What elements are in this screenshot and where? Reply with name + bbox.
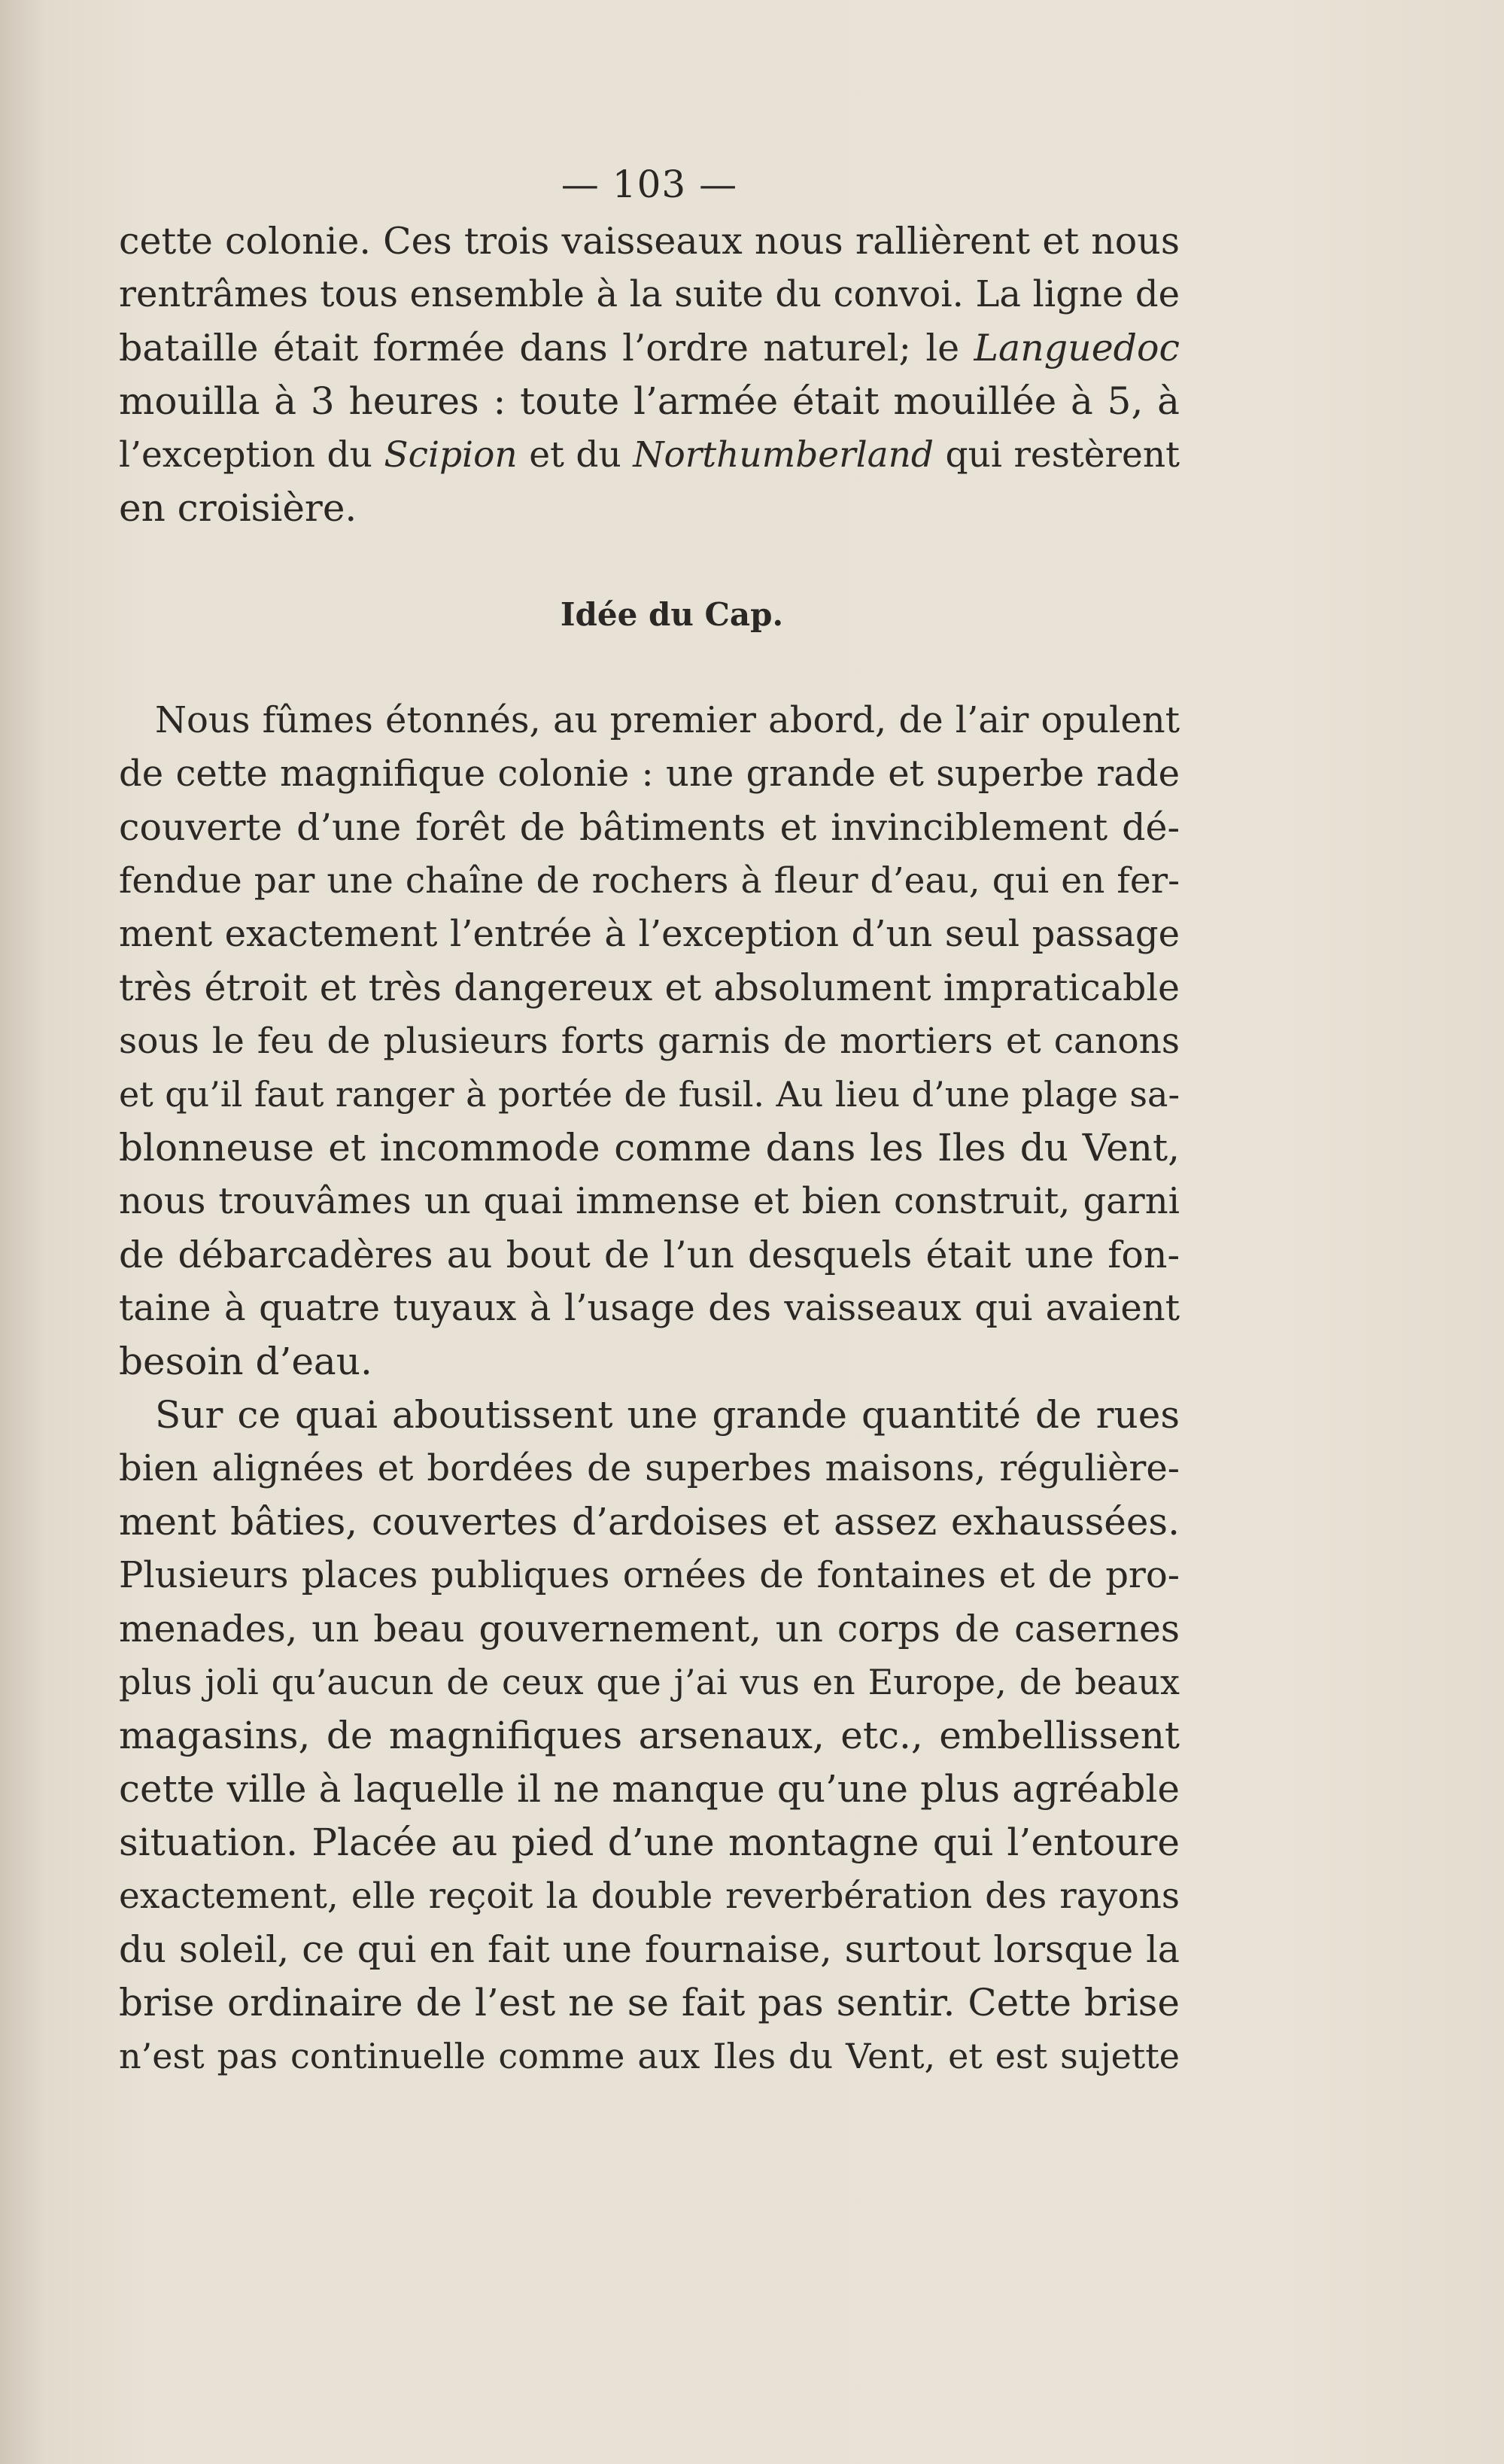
page-number: — 103 — <box>561 163 738 206</box>
text-span: bataille était formée dans l’ordre naturel; le <box>119 327 974 370</box>
text-span: et du <box>517 434 634 476</box>
text-line: très étroit et très dangereux et absolument impraticable <box>119 966 1180 1009</box>
text-line: fendue par une chaîne de rochers à fleur d’eau, qui en fer- <box>119 860 1180 902</box>
text-line: sous le feu de plusieurs forts garnis de mortiers et canons <box>119 1021 1180 1062</box>
text-line: rentrâmes tous ensemble à la suite du convoi. La ligne de <box>119 273 1180 315</box>
text-line: cette colonie. Ces trois vaisseaux nous rallièrent et nous <box>119 220 1180 263</box>
text-line: du soleil, ce qui en fait une fournaise, surtout lorsque la <box>119 1928 1180 1971</box>
text-line <box>119 428 1180 482</box>
paragraph-3 <box>119 1389 1180 2083</box>
text-line: plus joli qu’aucun de ceux que j’ai vus en Europe, de beaux <box>119 1662 1180 1702</box>
text-line: nous trouvâmes un quai immense et bien construit, garni <box>119 1180 1180 1222</box>
text-line: et qu’il faut ranger à portée de fusil. Au lieu d’une plage sa- <box>119 1074 1180 1115</box>
text-block <box>119 154 1180 2083</box>
text-line: mouilla à 3 heures : toute l’armée était mouillée à 5, à <box>119 379 1180 423</box>
paragraph-2 <box>119 694 1180 1389</box>
text-line: brise ordinaire de l’est ne se fait pas sentir. Cette brise <box>119 1981 1180 2024</box>
text-line: exactement, elle reçoit la double reverbération des rayons <box>119 1875 1180 1917</box>
text-line: n’est pas continuelle comme aux Iles du Vent, et est sujette <box>119 2036 1180 2076</box>
text-line: ment exactement l’entrée à l’exception d’un seul passage <box>119 913 1180 955</box>
spacer <box>119 641 1180 694</box>
text-line: Nous fûmes étonnés, au premier abord, de l’air opulent <box>155 699 1180 741</box>
ship-name-northumberland: Northumberland <box>633 434 934 476</box>
text-line: besoin d’eau. <box>119 1340 372 1383</box>
text-line: blonneuse et incommode comme dans les Iles du Vent, <box>119 1126 1180 1170</box>
spacer <box>119 535 1180 588</box>
text-line: bien alignées et bordées de superbes maisons, régulière- <box>119 1447 1180 1489</box>
text-line: Plusieurs places publiques ornées de fontaines et de pro- <box>119 1554 1180 1596</box>
text-line: cette ville à laquelle il ne manque qu’une plus agréable <box>119 1767 1180 1811</box>
text-line: taine à quatre tuyaux à l’usage des vaisseaux qui avaient <box>119 1287 1180 1329</box>
paragraph-1 <box>119 214 1180 535</box>
text-line: de débarcadères au bout de l’un desquels était une fon- <box>119 1234 1180 1276</box>
ship-name-languedoc: Languedoc <box>974 327 1180 370</box>
ship-name-scipion: Scipion <box>384 434 518 476</box>
text-line: de cette magnifique colonie : une grande et superbe rade <box>119 753 1180 795</box>
text-line: magasins, de magnifiques arsenaux, etc., embellissent <box>119 1714 1180 1757</box>
text-line <box>119 321 1180 375</box>
text-span: qui restèrent <box>934 434 1180 476</box>
text-line: en croisière. <box>119 486 357 530</box>
text-line: ment bâties, couvertes d’ardoises et assez exhaussées. <box>119 1500 1180 1544</box>
section-heading: Idée du Cap. <box>560 596 784 633</box>
text-line: Sur ce quai aboutissent une grande quantité de rues <box>155 1393 1180 1437</box>
text-line: menades, un beau gouvernement, un corps de casernes <box>119 1608 1180 1650</box>
text-line: situation. Placée au pied d’une montagne qui l’entoure <box>119 1821 1180 1864</box>
text-line: couverte d’une forêt de bâtiments et invinciblement dé- <box>119 806 1180 849</box>
text-span: l’exception du <box>119 434 384 476</box>
